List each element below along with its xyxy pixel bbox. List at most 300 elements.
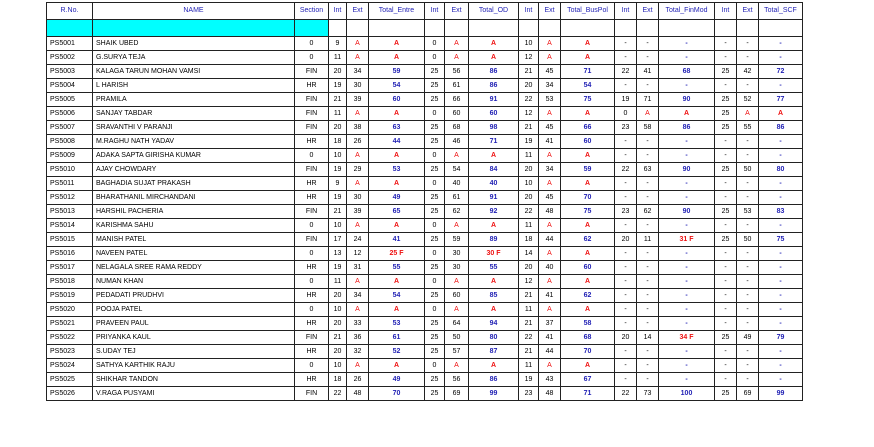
column-header: Int <box>519 3 539 20</box>
table-cell: 60 <box>561 261 615 275</box>
table-cell: - <box>615 359 637 373</box>
table-cell: A <box>561 247 615 261</box>
table-cell: 25 <box>425 205 445 219</box>
table-cell: - <box>637 37 659 51</box>
table-cell: - <box>615 345 637 359</box>
table-cell: A <box>539 37 561 51</box>
table-cell: - <box>637 289 659 303</box>
table-cell: 11 <box>329 107 347 121</box>
table-cell: - <box>615 275 637 289</box>
student-name-cell: L HARISH <box>93 79 295 93</box>
table-cell: 80 <box>469 331 519 345</box>
table-row <box>47 275 803 289</box>
table-cell: 45 <box>539 191 561 205</box>
table-cell: - <box>637 247 659 261</box>
table-cell: 84 <box>469 163 519 177</box>
table-cell: 38 <box>347 121 369 135</box>
student-name-cell: SANJAY TABDAR <box>93 107 295 121</box>
table-cell: - <box>759 303 803 317</box>
table-cell: 71 <box>469 135 519 149</box>
table-cell: A <box>369 51 425 65</box>
table-row <box>47 191 803 205</box>
table-cell: A <box>469 303 519 317</box>
table-cell: 62 <box>561 289 615 303</box>
roll-number-cell: PS5013 <box>47 205 93 219</box>
table-cell: - <box>759 359 803 373</box>
table-cell: 25 <box>715 93 737 107</box>
table-cell: 34 <box>539 163 561 177</box>
table-cell: 56 <box>445 373 469 387</box>
table-cell: A <box>469 359 519 373</box>
table-cell: 19 <box>329 163 347 177</box>
table-cell: HR <box>295 317 329 331</box>
table-cell: - <box>615 289 637 303</box>
table-cell: 18 <box>329 373 347 387</box>
table-cell: A <box>369 219 425 233</box>
table-cell: 70 <box>561 345 615 359</box>
table-cell: A <box>561 275 615 289</box>
table-row <box>47 149 803 163</box>
table-cell: - <box>737 261 759 275</box>
table-cell: 94 <box>469 317 519 331</box>
student-name-cell: AJAY CHOWDARY <box>93 163 295 177</box>
table-cell: 46 <box>445 135 469 149</box>
table-cell: 71 <box>561 387 615 401</box>
table-cell: - <box>637 177 659 191</box>
table-cell: A <box>539 359 561 373</box>
header-spacer-cell <box>347 20 369 37</box>
table-cell: - <box>615 177 637 191</box>
table-cell: A <box>539 51 561 65</box>
table-cell: 60 <box>469 107 519 121</box>
table-cell: A <box>539 149 561 163</box>
roll-number-cell: PS5009 <box>47 149 93 163</box>
table-row <box>47 107 803 121</box>
table-body <box>47 37 803 401</box>
table-cell: 49 <box>737 331 759 345</box>
table-cell: A <box>445 37 469 51</box>
table-cell: HR <box>295 289 329 303</box>
table-cell: 14 <box>519 247 539 261</box>
table-cell: 9 <box>329 177 347 191</box>
table-cell: A <box>347 37 369 51</box>
table-cell: A <box>561 177 615 191</box>
table-cell: 75 <box>561 205 615 219</box>
table-cell: - <box>715 51 737 65</box>
table-cell: - <box>659 275 715 289</box>
student-name-cell: SHIKHAR TANDON <box>93 373 295 387</box>
table-cell: - <box>759 37 803 51</box>
student-name-cell: SATHYA KARTHIK RAJU <box>93 359 295 373</box>
table-cell: - <box>715 219 737 233</box>
table-cell: FIN <box>295 93 329 107</box>
table-cell: - <box>615 149 637 163</box>
table-cell: 48 <box>347 387 369 401</box>
column-header: Ext <box>539 3 561 20</box>
table-cell: 55 <box>369 261 425 275</box>
table-cell: - <box>637 317 659 331</box>
table-cell: 53 <box>369 163 425 177</box>
table-cell: 25 <box>425 65 445 79</box>
table-cell: FIN <box>295 65 329 79</box>
header-spacer-cell <box>329 20 347 37</box>
roll-number-cell: PS5008 <box>47 135 93 149</box>
table-cell: 25 <box>715 65 737 79</box>
table-cell: A <box>737 107 759 121</box>
table-cell: - <box>659 359 715 373</box>
table-cell: FIN <box>295 331 329 345</box>
table-cell: 30 <box>347 79 369 93</box>
table-cell: 53 <box>369 317 425 331</box>
table-cell: 53 <box>539 93 561 107</box>
student-name-cell: ADAKA SAPTA GIRISHA KUMAR <box>93 149 295 163</box>
table-cell: A <box>469 51 519 65</box>
table-cell: 86 <box>469 65 519 79</box>
table-cell: 59 <box>445 233 469 247</box>
table-cell: 0 <box>615 107 637 121</box>
table-header <box>47 3 803 37</box>
table-cell: A <box>561 219 615 233</box>
table-cell: 86 <box>469 79 519 93</box>
table-cell: 71 <box>561 65 615 79</box>
table-cell: 83 <box>759 205 803 219</box>
table-cell: 68 <box>561 331 615 345</box>
table-cell: - <box>659 37 715 51</box>
header-spacer-cell <box>425 20 445 37</box>
table-row <box>47 219 803 233</box>
table-cell: 55 <box>737 121 759 135</box>
table-cell: 0 <box>425 219 445 233</box>
table-cell: - <box>715 345 737 359</box>
column-header: Total_SCF <box>759 3 803 20</box>
roll-number-cell: PS5025 <box>47 373 93 387</box>
table-cell: 25 <box>715 205 737 219</box>
table-cell: 72 <box>759 65 803 79</box>
table-cell: 10 <box>519 177 539 191</box>
table-cell: A <box>561 359 615 373</box>
table-cell: 79 <box>759 331 803 345</box>
table-cell: 25 <box>425 93 445 107</box>
table-row <box>47 331 803 345</box>
table-cell: 22 <box>615 387 637 401</box>
table-cell: 91 <box>469 191 519 205</box>
table-cell: A <box>445 149 469 163</box>
table-cell: 10 <box>329 219 347 233</box>
student-name-cell: KALAGA TARUN MOHAN VAMSI <box>93 65 295 79</box>
table-cell: - <box>759 79 803 93</box>
table-cell: 40 <box>445 177 469 191</box>
table-cell: 19 <box>329 79 347 93</box>
table-cell: 61 <box>445 191 469 205</box>
table-cell: 77 <box>759 93 803 107</box>
student-name-cell: MANISH PATEL <box>93 233 295 247</box>
table-cell: 25 <box>425 331 445 345</box>
table-cell: 55 <box>469 261 519 275</box>
column-header: Ext <box>347 3 369 20</box>
table-cell: A <box>469 219 519 233</box>
column-header: R.No. <box>47 3 93 20</box>
table-row <box>47 345 803 359</box>
student-name-cell: NAVEEN PATEL <box>93 247 295 261</box>
table-cell: - <box>637 373 659 387</box>
table-cell: 67 <box>561 373 615 387</box>
table-cell: 41 <box>369 233 425 247</box>
table-cell: 44 <box>539 345 561 359</box>
table-cell: A <box>539 107 561 121</box>
table-cell: 75 <box>561 93 615 107</box>
table-cell: 58 <box>561 317 615 331</box>
table-cell: 37 <box>539 317 561 331</box>
student-name-cell: NUMAN KHAN <box>93 275 295 289</box>
table-row <box>47 247 803 261</box>
table-cell: 60 <box>561 135 615 149</box>
table-cell: 39 <box>347 205 369 219</box>
student-name-cell: KARISHMA SAHU <box>93 219 295 233</box>
table-cell: 86 <box>759 121 803 135</box>
table-cell: A <box>347 177 369 191</box>
table-cell: 25 <box>425 163 445 177</box>
table-cell: 20 <box>615 233 637 247</box>
table-cell: A <box>347 275 369 289</box>
table-cell: 25 <box>425 261 445 275</box>
table-cell: 0 <box>425 107 445 121</box>
roll-number-cell: PS5019 <box>47 289 93 303</box>
table-cell: 86 <box>659 121 715 135</box>
table-cell: 34 <box>347 289 369 303</box>
table-cell: 13 <box>329 247 347 261</box>
table-cell: 26 <box>347 373 369 387</box>
table-cell: 34 F <box>659 331 715 345</box>
header-spacer-cell <box>759 20 803 37</box>
roll-number-cell: PS5001 <box>47 37 93 51</box>
table-row <box>47 359 803 373</box>
table-cell: 98 <box>469 121 519 135</box>
table-cell: - <box>637 359 659 373</box>
table-cell: 24 <box>347 233 369 247</box>
table-cell: 0 <box>425 247 445 261</box>
header-spacer-cell <box>539 20 561 37</box>
table-cell: - <box>737 219 759 233</box>
table-cell: 20 <box>519 261 539 275</box>
student-name-cell: NELAGALA SREE RAMA REDDY <box>93 261 295 275</box>
table-cell: - <box>659 149 715 163</box>
table-cell: A <box>347 303 369 317</box>
table-cell: 64 <box>445 317 469 331</box>
roll-number-cell: PS5020 <box>47 303 93 317</box>
table-cell: A <box>539 177 561 191</box>
table-cell: - <box>659 51 715 65</box>
table-cell: - <box>659 219 715 233</box>
table-cell: - <box>615 373 637 387</box>
table-cell: 21 <box>329 331 347 345</box>
table-cell: 61 <box>445 79 469 93</box>
table-cell: 31 F <box>659 233 715 247</box>
table-cell: 18 <box>329 135 347 149</box>
table-cell: - <box>615 247 637 261</box>
header-spacer-cell <box>715 20 737 37</box>
table-cell: 0 <box>425 149 445 163</box>
table-cell: 49 <box>369 373 425 387</box>
table-cell: 0 <box>295 149 329 163</box>
table-cell: - <box>737 359 759 373</box>
table-cell: 85 <box>469 289 519 303</box>
header-spacer-cell <box>295 20 329 37</box>
table-cell: 25 <box>425 317 445 331</box>
table-cell: 63 <box>369 121 425 135</box>
table-cell: 25 <box>425 121 445 135</box>
table-cell: 87 <box>469 345 519 359</box>
table-row <box>47 373 803 387</box>
table-cell: 41 <box>539 135 561 149</box>
table-row <box>47 177 803 191</box>
table-cell: 0 <box>425 37 445 51</box>
highlight-row <box>47 20 803 37</box>
table-cell: 50 <box>737 163 759 177</box>
table-cell: 21 <box>519 121 539 135</box>
table-cell: 68 <box>659 65 715 79</box>
table-row <box>47 93 803 107</box>
table-cell: A <box>347 359 369 373</box>
table-cell: 34 <box>539 79 561 93</box>
header-spacer-cell <box>93 20 295 37</box>
column-header: Total_BusPol <box>561 3 615 20</box>
table-cell: 54 <box>369 79 425 93</box>
table-cell: A <box>445 359 469 373</box>
table-cell: 25 <box>425 373 445 387</box>
table-cell: HR <box>295 373 329 387</box>
table-cell: A <box>369 149 425 163</box>
table-cell: - <box>715 275 737 289</box>
table-cell: 58 <box>637 121 659 135</box>
table-cell: - <box>715 359 737 373</box>
column-header: Int <box>715 3 737 20</box>
table-cell: - <box>637 219 659 233</box>
table-cell: 41 <box>539 289 561 303</box>
roll-number-cell: PS5022 <box>47 331 93 345</box>
table-cell: 41 <box>637 65 659 79</box>
table-cell: 0 <box>295 219 329 233</box>
roll-number-cell: PS5016 <box>47 247 93 261</box>
table-cell: 11 <box>519 303 539 317</box>
table-cell: 25 <box>715 107 737 121</box>
table-cell: 90 <box>659 205 715 219</box>
roll-number-cell: PS5011 <box>47 177 93 191</box>
table-cell: 54 <box>445 163 469 177</box>
table-cell: 20 <box>519 163 539 177</box>
header-spacer-cell <box>615 20 637 37</box>
table-cell: 21 <box>329 93 347 107</box>
table-cell: 25 <box>425 135 445 149</box>
table-row <box>47 233 803 247</box>
table-cell: 22 <box>519 331 539 345</box>
table-cell: - <box>659 261 715 275</box>
table-cell: 25 <box>425 345 445 359</box>
student-name-cell: PEDADATI PRUDHVI <box>93 289 295 303</box>
table-cell: 25 <box>715 163 737 177</box>
table-cell: - <box>759 247 803 261</box>
table-cell: 29 <box>347 163 369 177</box>
table-cell: 89 <box>469 233 519 247</box>
table-cell: 18 <box>519 233 539 247</box>
table-cell: - <box>715 149 737 163</box>
table-cell: A <box>469 275 519 289</box>
table-cell: - <box>737 135 759 149</box>
table-cell: 22 <box>519 205 539 219</box>
table-cell: 43 <box>539 373 561 387</box>
table-cell: HR <box>295 345 329 359</box>
table-cell: 91 <box>469 93 519 107</box>
table-cell: - <box>659 289 715 303</box>
table-cell: A <box>347 149 369 163</box>
table-cell: - <box>737 247 759 261</box>
table-row <box>47 387 803 401</box>
table-cell: - <box>737 317 759 331</box>
table-cell: 11 <box>519 149 539 163</box>
table-cell: 0 <box>295 37 329 51</box>
table-cell: 66 <box>561 121 615 135</box>
table-cell: 25 <box>425 233 445 247</box>
table-cell: A <box>759 107 803 121</box>
table-cell: A <box>561 37 615 51</box>
table-cell: 21 <box>519 317 539 331</box>
table-cell: 52 <box>369 345 425 359</box>
table-cell: 20 <box>329 289 347 303</box>
student-name-cell: PRAMILA <box>93 93 295 107</box>
student-name-cell: HARSHIL PACHERIA <box>93 205 295 219</box>
table-cell: - <box>637 345 659 359</box>
table-cell: 22 <box>615 163 637 177</box>
table-cell: A <box>369 275 425 289</box>
table-cell: - <box>637 149 659 163</box>
table-cell: - <box>659 135 715 149</box>
student-name-cell: BAGHADIA SUJAT PRAKASH <box>93 177 295 191</box>
table-cell: 20 <box>615 331 637 345</box>
table-cell: 12 <box>519 275 539 289</box>
table-cell: 22 <box>329 387 347 401</box>
table-cell: 23 <box>519 387 539 401</box>
header-spacer-cell <box>659 20 715 37</box>
table-cell: 20 <box>519 191 539 205</box>
student-name-cell: PRAVEEN PAUL <box>93 317 295 331</box>
table-cell: - <box>715 177 737 191</box>
table-cell: 30 <box>347 191 369 205</box>
table-cell: 60 <box>369 93 425 107</box>
table-cell: 23 <box>615 205 637 219</box>
student-name-cell: S.UDAY TEJ <box>93 345 295 359</box>
table-cell: - <box>759 275 803 289</box>
table-cell: - <box>715 37 737 51</box>
roll-number-cell: PS5006 <box>47 107 93 121</box>
table-cell: 71 <box>637 93 659 107</box>
table-cell: - <box>715 373 737 387</box>
roll-number-cell: PS5026 <box>47 387 93 401</box>
table-cell: - <box>659 373 715 387</box>
table-cell: - <box>659 79 715 93</box>
student-name-cell: V.RAGA PUSYAMI <box>93 387 295 401</box>
table-cell: A <box>445 275 469 289</box>
table-cell: 33 <box>347 317 369 331</box>
table-cell: - <box>715 135 737 149</box>
table-cell: 21 <box>519 65 539 79</box>
table-cell: 50 <box>445 331 469 345</box>
table-row <box>47 51 803 65</box>
table-cell: 31 <box>347 261 369 275</box>
table-cell: - <box>759 345 803 359</box>
table-cell: - <box>737 275 759 289</box>
table-cell: 20 <box>329 345 347 359</box>
table-cell: 25 <box>425 289 445 303</box>
table-cell: - <box>615 79 637 93</box>
